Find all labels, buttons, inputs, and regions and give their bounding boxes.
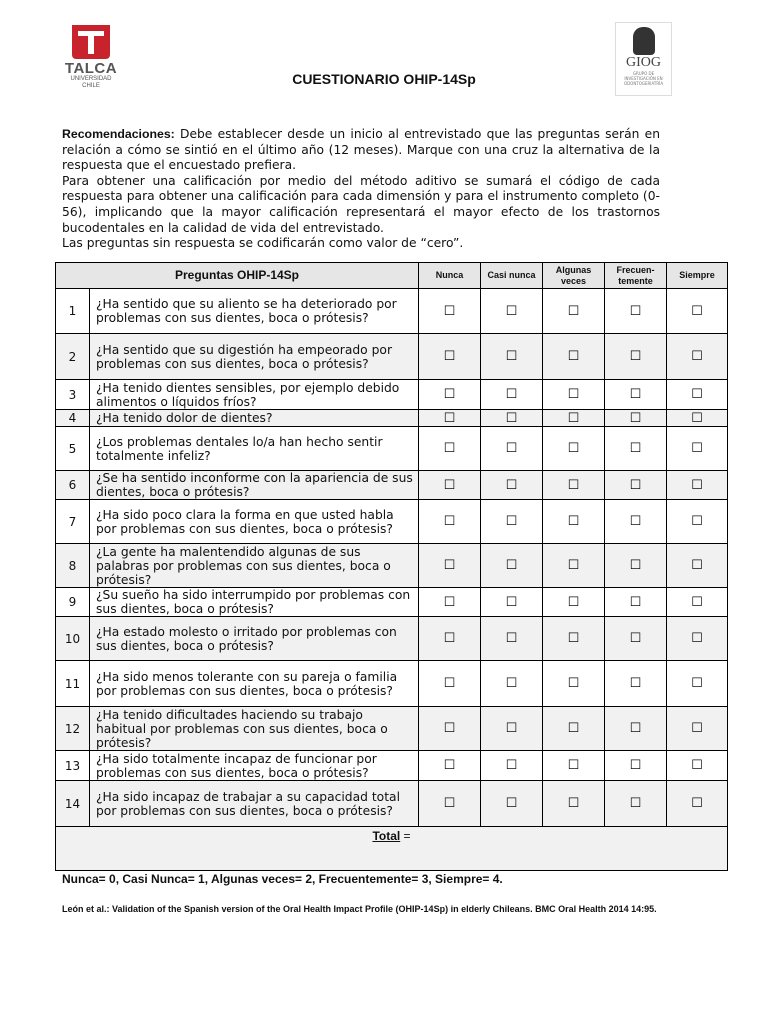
- logo-subtitle: UNIVERSIDAD: [70, 76, 112, 82]
- checkbox-siempre[interactable]: ☐: [667, 617, 728, 661]
- checkbox-algunas-veces[interactable]: ☐: [543, 289, 605, 334]
- checkbox-siempre[interactable]: ☐: [667, 707, 728, 751]
- checkbox-siempre[interactable]: ☐: [667, 588, 728, 617]
- checkbox-siempre[interactable]: ☐: [667, 781, 728, 827]
- checkbox-casi-nunca[interactable]: ☐: [481, 781, 543, 827]
- question-number: 3: [56, 380, 90, 410]
- checkbox-frecuentemente[interactable]: ☐: [605, 707, 667, 751]
- checkbox-siempre[interactable]: ☐: [667, 661, 728, 707]
- table-row: [56, 380, 728, 410]
- checkbox-nunca[interactable]: ☐: [419, 427, 481, 471]
- question-number: 13: [56, 751, 90, 781]
- checkbox-nunca[interactable]: ☐: [419, 380, 481, 410]
- checkbox-nunca[interactable]: ☐: [419, 500, 481, 544]
- checkbox-algunas-veces[interactable]: ☐: [543, 707, 605, 751]
- checkbox-nunca[interactable]: ☐: [419, 410, 481, 427]
- checkbox-casi-nunca[interactable]: ☐: [481, 500, 543, 544]
- checkbox-frecuentemente[interactable]: ☐: [605, 334, 667, 380]
- question-text: ¿Ha sido menos tolerante con su pareja o familia por problemas con sus dientes, boca o prótesis?: [90, 661, 419, 707]
- checkbox-siempre[interactable]: ☐: [667, 544, 728, 588]
- page-title: CUESTIONARIO OHIP-14Sp: [292, 71, 476, 87]
- checkbox-siempre[interactable]: ☐: [667, 427, 728, 471]
- scoring-legend: Nunca= 0, Casi Nunca= 1, Algunas veces= 2, Frecuentemente= 3, Siempre= 4.: [62, 872, 503, 886]
- checkbox-frecuentemente[interactable]: ☐: [605, 380, 667, 410]
- table-row: [56, 751, 728, 781]
- question-number: 9: [56, 588, 90, 617]
- question-number: 11: [56, 661, 90, 707]
- checkbox-frecuentemente[interactable]: ☐: [605, 289, 667, 334]
- total-cell: [56, 827, 728, 871]
- checkbox-casi-nunca[interactable]: ☐: [481, 544, 543, 588]
- giog-name: GIOG: [626, 55, 661, 70]
- table-row: [56, 289, 728, 334]
- total-label: Total: [372, 829, 401, 843]
- checkbox-siempre[interactable]: ☐: [667, 289, 728, 334]
- instructions: [62, 127, 660, 252]
- unanswered-paragraph: Las preguntas sin respuesta se codificarán como valor de “cero”.: [62, 236, 464, 251]
- checkbox-casi-nunca[interactable]: ☐: [481, 380, 543, 410]
- table-row: [56, 500, 728, 544]
- question-number: 10: [56, 617, 90, 661]
- checkbox-casi-nunca[interactable]: ☐: [481, 707, 543, 751]
- checkbox-casi-nunca[interactable]: ☐: [481, 289, 543, 334]
- checkbox-frecuentemente[interactable]: ☐: [605, 588, 667, 617]
- checkbox-algunas-veces[interactable]: ☐: [543, 588, 605, 617]
- checkbox-nunca[interactable]: ☐: [419, 588, 481, 617]
- option-header-algunas-veces: Algunas veces: [543, 263, 605, 289]
- question-text: ¿Ha tenido dolor de dientes?: [90, 410, 419, 427]
- option-header-siempre: Siempre: [667, 263, 728, 289]
- checkbox-nunca[interactable]: ☐: [419, 707, 481, 751]
- checkbox-nunca[interactable]: ☐: [419, 471, 481, 500]
- checkbox-frecuentemente[interactable]: ☐: [605, 544, 667, 588]
- table-header-row: [56, 263, 728, 289]
- question-text: ¿Ha sentido que su digestión ha empeorado por problemas con sus dientes, boca o prótesis?: [90, 334, 419, 380]
- checkbox-algunas-veces[interactable]: ☐: [543, 471, 605, 500]
- table-row: [56, 781, 728, 827]
- checkbox-casi-nunca[interactable]: ☐: [481, 427, 543, 471]
- checkbox-algunas-veces[interactable]: ☐: [543, 500, 605, 544]
- question-number: 6: [56, 471, 90, 500]
- checkbox-nunca[interactable]: ☐: [419, 661, 481, 707]
- question-text: ¿Ha sentido que su aliento se ha deteriorado por problemas con sus dientes, boca o prótesis?: [90, 289, 419, 334]
- question-text: ¿Los problemas dentales lo/a han hecho sentir totalmente infeliz?: [90, 427, 419, 471]
- checkbox-algunas-veces[interactable]: ☐: [543, 410, 605, 427]
- question-text: ¿Ha sido poco clara la forma en que usted habla por problemas con sus dientes, boca o prótesis?: [90, 500, 419, 544]
- question-number: 7: [56, 500, 90, 544]
- giog-subtitle: GRUPO DE INVESTIGACIÓN EN ODONTOGERIATRÍA: [623, 71, 664, 86]
- checkbox-casi-nunca[interactable]: ☐: [481, 617, 543, 661]
- logo-name: TALCA: [64, 60, 118, 77]
- recommendations-paragraph: [62, 127, 660, 174]
- checkbox-algunas-veces[interactable]: ☐: [543, 380, 605, 410]
- checkbox-casi-nunca[interactable]: ☐: [481, 471, 543, 500]
- checkbox-siempre[interactable]: ☐: [667, 500, 728, 544]
- statue-icon: [633, 27, 655, 55]
- checkbox-casi-nunca[interactable]: ☐: [481, 410, 543, 427]
- questions-column-header: Preguntas OHIP-14Sp: [56, 263, 419, 289]
- question-number: 1: [56, 289, 90, 334]
- checkbox-casi-nunca[interactable]: ☐: [481, 751, 543, 781]
- question-number: 8: [56, 544, 90, 588]
- scoring-paragraph: Para obtener una calificación por medio del método aditivo se sumará el código de cada respuesta para obtener una calificación para cada dimensión y para el instrumento completo (0- 56), implicando que la mayor calificación representará el mayor efecto de los trastornos bucodentales en la calidad de vida del entrevistado.: [62, 173, 660, 235]
- table-row: [56, 471, 728, 500]
- checkbox-frecuentemente[interactable]: ☐: [605, 410, 667, 427]
- checkbox-nunca[interactable]: ☐: [419, 544, 481, 588]
- option-header-nunca: Nunca: [419, 263, 481, 289]
- checkbox-frecuentemente[interactable]: ☐: [605, 617, 667, 661]
- checkbox-algunas-veces[interactable]: ☐: [543, 334, 605, 380]
- table-row: [56, 334, 728, 380]
- recommendations-text: Debe establecer desde un inicio al entrevistado que las preguntas serán en relación a cómo se sintió en el último año (12 meses). Marque con una cruz la alternativa de la respuesta que el encuestado prefiera.: [62, 127, 660, 173]
- questionnaire-table: [55, 262, 728, 871]
- checkbox-siempre[interactable]: ☐: [667, 410, 728, 427]
- checkbox-frecuentemente[interactable]: ☐: [605, 500, 667, 544]
- question-number: 2: [56, 334, 90, 380]
- checkbox-nunca[interactable]: ☐: [419, 617, 481, 661]
- question-number: 12: [56, 707, 90, 751]
- question-text: ¿Ha sido incapaz de trabajar a su capacidad total por problemas con sus dientes, boca o prótesis?: [90, 781, 419, 827]
- checkbox-nunca[interactable]: ☐: [419, 781, 481, 827]
- table-row: [56, 544, 728, 588]
- checkbox-siempre[interactable]: ☐: [667, 334, 728, 380]
- checkbox-casi-nunca[interactable]: ☐: [481, 661, 543, 707]
- checkbox-frecuentemente[interactable]: ☐: [605, 427, 667, 471]
- question-number: 4: [56, 410, 90, 427]
- checkbox-siempre[interactable]: ☐: [667, 471, 728, 500]
- recommendations-label: Recomendaciones:: [62, 127, 175, 141]
- question-text: ¿Ha estado molesto o irritado por problemas con sus dientes, boca o prótesis?: [90, 617, 419, 661]
- reference-citation: León et al.: Validation of the Spanish version of the Oral Health Impact Profile (OHIP-14Sp) in elderly Chileans. BMC Oral Health 2014 14:95.: [62, 904, 657, 914]
- checkbox-algunas-veces[interactable]: ☐: [543, 751, 605, 781]
- question-text: ¿Se ha sentido inconforme con la apariencia de sus dientes, boca o prótesis?: [90, 471, 419, 500]
- option-header-frecuentemente: Frecuen-temente: [605, 263, 667, 289]
- question-number: 14: [56, 781, 90, 827]
- checkbox-algunas-veces[interactable]: ☐: [543, 617, 605, 661]
- checkbox-algunas-veces[interactable]: ☐: [543, 427, 605, 471]
- checkbox-nunca[interactable]: ☐: [419, 289, 481, 334]
- checkbox-siempre[interactable]: ☐: [667, 380, 728, 410]
- question-text: ¿Ha tenido dificultades haciendo su trabajo habitual por problemas con sus dientes, boca o prótesis?: [90, 707, 419, 751]
- total-row: [56, 827, 728, 871]
- option-header-casi-nunca: Casi nunca: [481, 263, 543, 289]
- table-row: [56, 617, 728, 661]
- shield-icon: [72, 25, 110, 59]
- question-text: ¿Ha tenido dientes sensibles, por ejemplo debido alimentos o líquidos fríos?: [90, 380, 419, 410]
- checkbox-algunas-veces[interactable]: ☐: [543, 544, 605, 588]
- checkbox-frecuentemente[interactable]: ☐: [605, 781, 667, 827]
- question-text: ¿Ha sido totalmente incapaz de funcionar por problemas con sus dientes, boca o prótesis?: [90, 751, 419, 781]
- checkbox-frecuentemente[interactable]: ☐: [605, 471, 667, 500]
- checkbox-algunas-veces[interactable]: ☐: [543, 781, 605, 827]
- logo-country: CHILE: [82, 83, 100, 89]
- question-text: ¿Su sueño ha sido interrumpido por problemas con sus dientes, boca o prótesis?: [90, 588, 419, 617]
- table-row: [56, 588, 728, 617]
- total-value[interactable]: =: [400, 829, 411, 843]
- checkbox-casi-nunca[interactable]: ☐: [481, 334, 543, 380]
- question-number: 5: [56, 427, 90, 471]
- checkbox-siempre[interactable]: ☐: [667, 751, 728, 781]
- checkbox-nunca[interactable]: ☐: [419, 751, 481, 781]
- table-row: [56, 707, 728, 751]
- table-row: [56, 410, 728, 427]
- table-row: [56, 661, 728, 707]
- question-text: ¿La gente ha malentendido algunas de sus palabras por problemas con sus dientes, boca o prótesis?: [90, 544, 419, 588]
- table-row: [56, 427, 728, 471]
- checkbox-frecuentemente[interactable]: ☐: [605, 661, 667, 707]
- checkbox-frecuentemente[interactable]: ☐: [605, 751, 667, 781]
- checkbox-algunas-veces[interactable]: ☐: [543, 661, 605, 707]
- checkbox-nunca[interactable]: ☐: [419, 334, 481, 380]
- checkbox-casi-nunca[interactable]: ☐: [481, 588, 543, 617]
